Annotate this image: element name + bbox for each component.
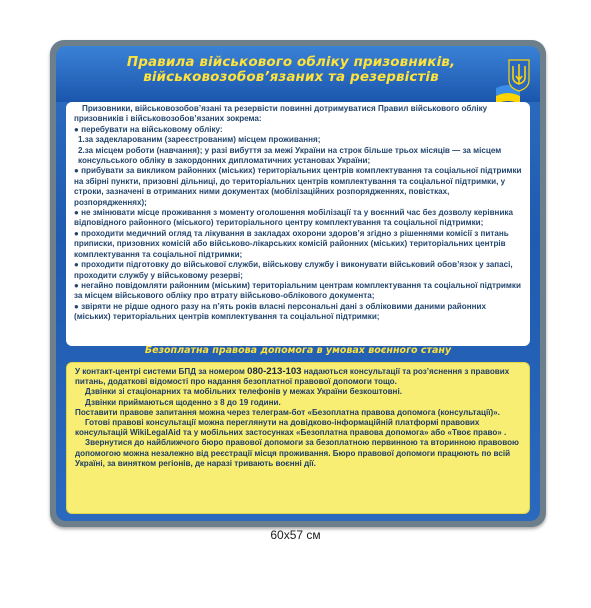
rules-item: ● перебувати на військовому обліку:	[74, 124, 223, 134]
info-stand	[50, 40, 546, 527]
hotline-number: 080-213-103	[247, 366, 302, 377]
hours-paragraph: Дзвінки приймаються щоденно з 8 до 19 години.	[85, 397, 281, 407]
rules-item: ● звіряти не рідше одного разу на п’ять років власні персональні дані з обліковими даними районних (міських) територіальних центрів комплектування та соціальної підтримки;	[74, 301, 486, 322]
rules-item: ● проходити підготовку до військової служби, військову службу і виконувати військовий обов’язок у запасі, проходити службу у військовому резерві;	[74, 260, 513, 280]
contact-prefix: У контакт-центрі системи БПД за номером	[75, 367, 245, 376]
title-line-2: військовозобов’язаних та резервістів	[143, 69, 439, 85]
rules-item: ● не змінювати місце проживання з моменту оголошення мобілізації та у воєнний час без дозволу керівника відповідного районного (міського) територіального центру комплектування та соціальної підтримки;	[74, 208, 513, 228]
legal-aid-panel	[66, 362, 530, 514]
rules-item: 2.за місцем роботи (навчання); у разі вибуття за межі України на строк більше трьох місяців — за місцем консульського обліку в закордонних дипломатичних установах України;	[78, 145, 502, 166]
rules-item: ● негайно повідомляти районним (міським) територіальним центрам комплектування та соціальної підтримки за місцем військового обліку про втрату військово-облікового документа;	[74, 280, 521, 301]
legal-aid-subtitle: Безоплатна правова допомога в умовах воєнного стану	[144, 345, 452, 356]
subtitle-bar	[56, 344, 540, 360]
bureau-paragraph: Звернутися до найближчого бюро правової допомоги за безоплатною первинною та вторинною правовою допомогою можна незалежно від реєстрації місця проживання. Бюро правової допомоги працюють по всій Україні, за винятком регіонів, де наразі тривають воєнні дії.	[75, 438, 519, 468]
contact-center-paragraph	[75, 367, 521, 387]
rules-item: ● прибувати за викликом районних (міських) територіальних центрів комплектування та соціальної підтримки на збірні пункти, призовні дільниці, до територіальних центрів комплектування та соціальної підтримки, у строки, зазначені в отриманих ними документах (мобілізаційних розпорядженнях, повістках, розпорядженнях);	[74, 166, 522, 207]
rules-panel	[66, 102, 530, 346]
telegram-bot-paragraph: Поставити правове запитання можна через телеграм-бот «Безоплатна правова допомога (консультації)».	[75, 407, 500, 417]
title-line-1: Правила військового обліку призовників,	[126, 54, 456, 70]
ukraine-trident-icon	[506, 58, 532, 92]
stand-title	[86, 55, 496, 85]
rules-intro: Призовники, військовозобов’язані та резервісти повинні дотримуватися Правил військового обліку призовників і військовозобов’язаних зокрема:	[74, 104, 488, 124]
wikilegalaid-paragraph: Готові правові консультації можна переглянути на довідково-інформаційній платформі правових консультацій WikiLegalAid та у мобільних застосунках «Безоплатна правова допомога» або «Твоє право» .	[75, 418, 507, 438]
contact-suffix: надаються консультації та роз’яснення з правових питань, додаткові відомості про надання безоплатної правової допомоги тощо.	[75, 367, 510, 387]
stand-face	[56, 46, 540, 521]
size-caption: 60x57 см	[270, 528, 321, 542]
free-calls-paragraph: Дзвінки зі стаціонарних та мобільних телефонів у межах України безкоштовні.	[85, 387, 402, 397]
legal-aid-text	[75, 367, 521, 469]
rules-item: ● проходити медичний огляд та лікування в закладах охорони здоров’я згідно з рішеннями комісії з питань приписки, призовних комісій або військово-лікарських комісій районних (міських) територіальних центрів комплектування та соціальної підтримки;	[74, 228, 509, 259]
rules-item: 1.за задекларованим (зареєстрованим) місцем проживання;	[78, 135, 321, 145]
rules-text	[74, 104, 522, 323]
